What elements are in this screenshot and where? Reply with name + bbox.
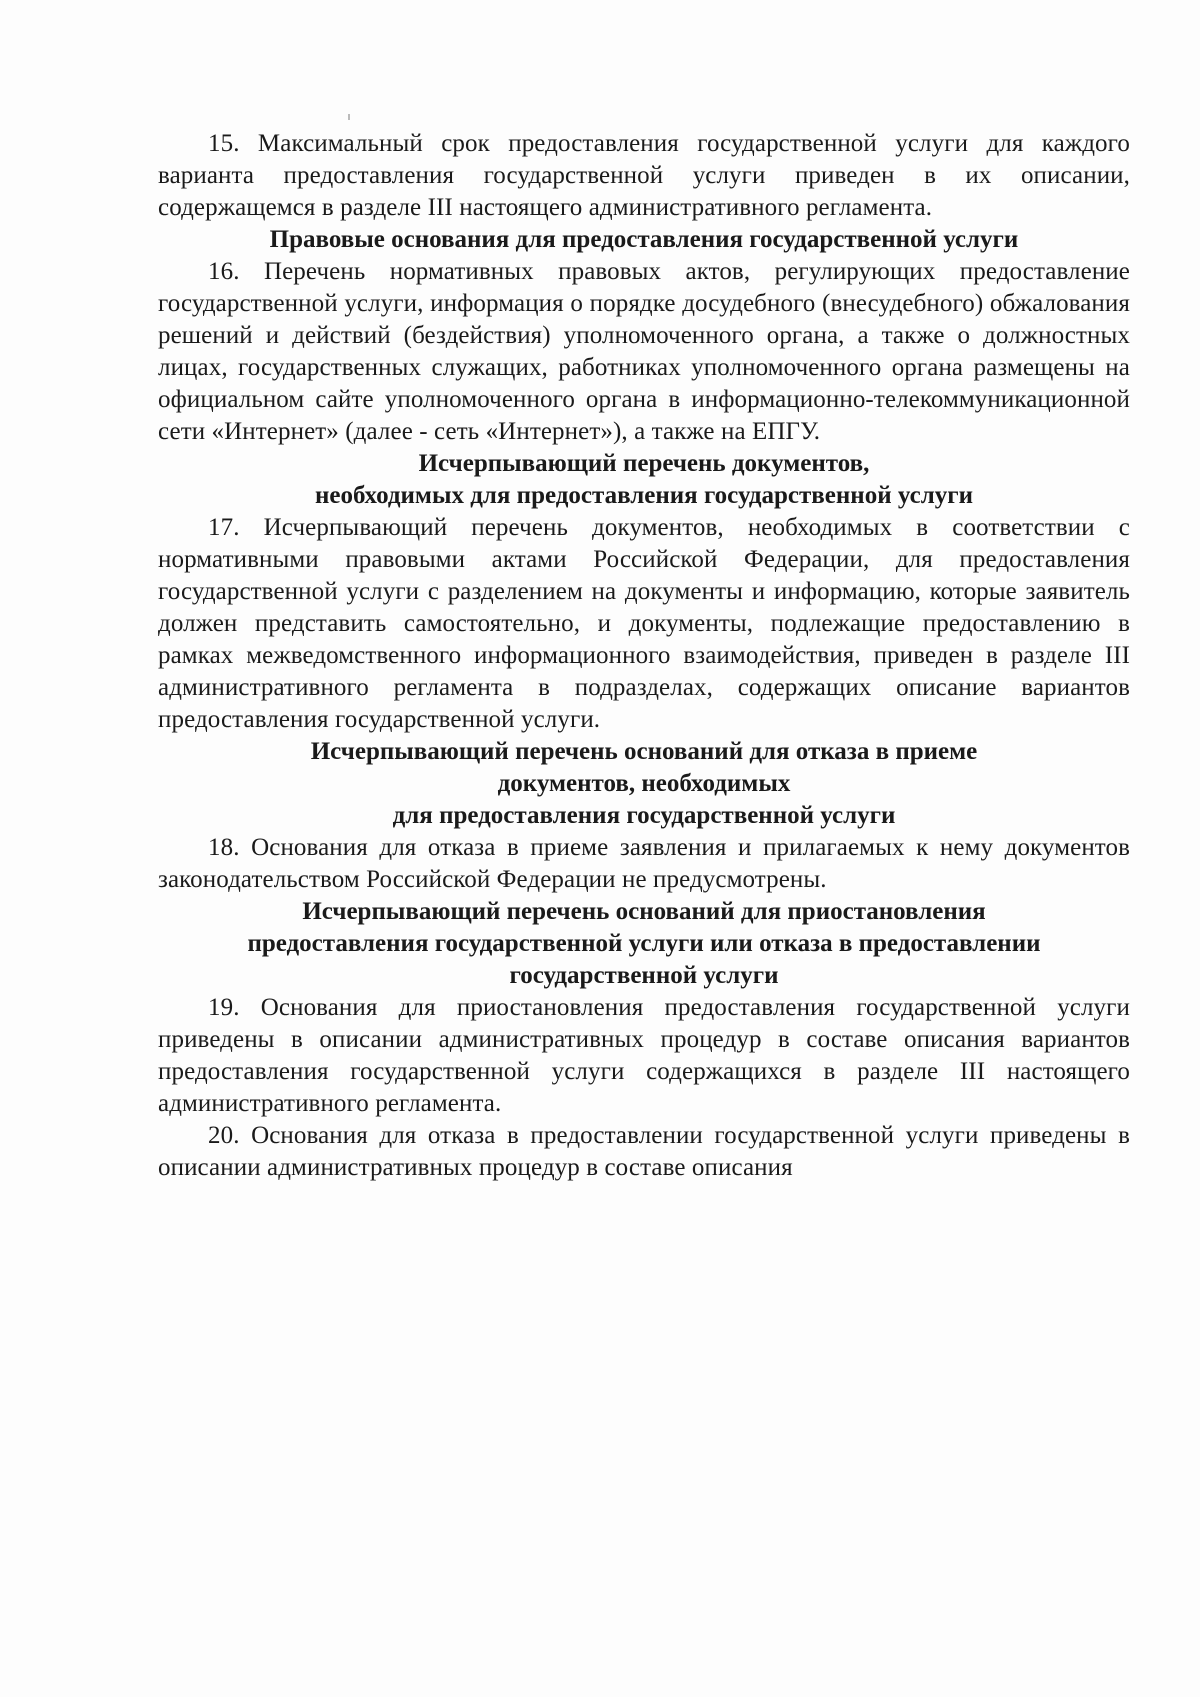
heading-line: необходимых для предоставления государственной услуги bbox=[315, 482, 973, 509]
document-body bbox=[158, 128, 1130, 1184]
heading-line: предоставления государственной услуги или отказа в предоставлении bbox=[247, 930, 1041, 957]
heading-legal-basis: Правовые основания для предоставления государственной услуги bbox=[269, 226, 1019, 253]
paragraph-15: 15. Максимальный срок предоставления государственной услуги для каждого варианта предоставления государственной услуги приведен в их описании, содержащемся в разделе III настоящего административного регламента. bbox=[158, 130, 1130, 221]
paragraph-20: 20. Основания для отказа в предоставлении государственной услуги приведены в описании административных процедур в составе описания bbox=[158, 1122, 1130, 1181]
heading-line: Исчерпывающий перечень оснований для приостановления bbox=[302, 898, 986, 925]
heading-documents-list bbox=[158, 448, 1130, 512]
paragraph-18: 18. Основания для отказа в приеме заявления и прилагаемых к нему документов законодательством Российской Федерации не предусмотрены. bbox=[158, 834, 1130, 893]
heading-line: Исчерпывающий перечень документов, bbox=[418, 450, 870, 477]
heading-line: для предоставления государственной услуги bbox=[392, 802, 896, 829]
heading-suspension-refusal bbox=[158, 896, 1130, 992]
paragraph-19: 19. Основания для приостановления предоставления государственной услуги приведены в описании административных процедур в составе описания вариантов предоставления государственной услуги содержащихся в разделе III настоящего административного регламента. bbox=[158, 994, 1130, 1117]
paragraph-16: 16. Перечень нормативных правовых актов, регулирующих предоставление государственной услуги, информация о порядке досудебного (внесудебного) обжалования решений и действий (бездействия) уполномоченного органа, а также о должностных лицах, государственных служащих, работниках уполномоченного органа размещены на официальном сайте уполномоченного органа в информационно-телекоммуникационной сети «Интернет» (далее - сеть «Интернет»), а также на ЕПГУ. bbox=[158, 258, 1130, 445]
heading-line: документов, необходимых bbox=[497, 770, 791, 797]
heading-line: Исчерпывающий перечень оснований для отказа в приеме bbox=[310, 738, 978, 765]
paragraph-17: 17. Исчерпывающий перечень документов, необходимых в соответствии с нормативными правовыми актами Российской Федерации, для предоставления государственной услуги с разделением на документы и информацию, которые заявитель должен представить самостоятельно, и документы, подлежащие предоставлению в рамках межведомственного информационного взаимодействия, приведен в разделе III административного регламента в подразделах, содержащих описание вариантов предоставления государственной услуги. bbox=[158, 514, 1130, 733]
heading-line: государственной услуги bbox=[509, 962, 779, 989]
heading-refusal-receipt bbox=[158, 736, 1130, 832]
scan-artifact bbox=[348, 114, 350, 120]
